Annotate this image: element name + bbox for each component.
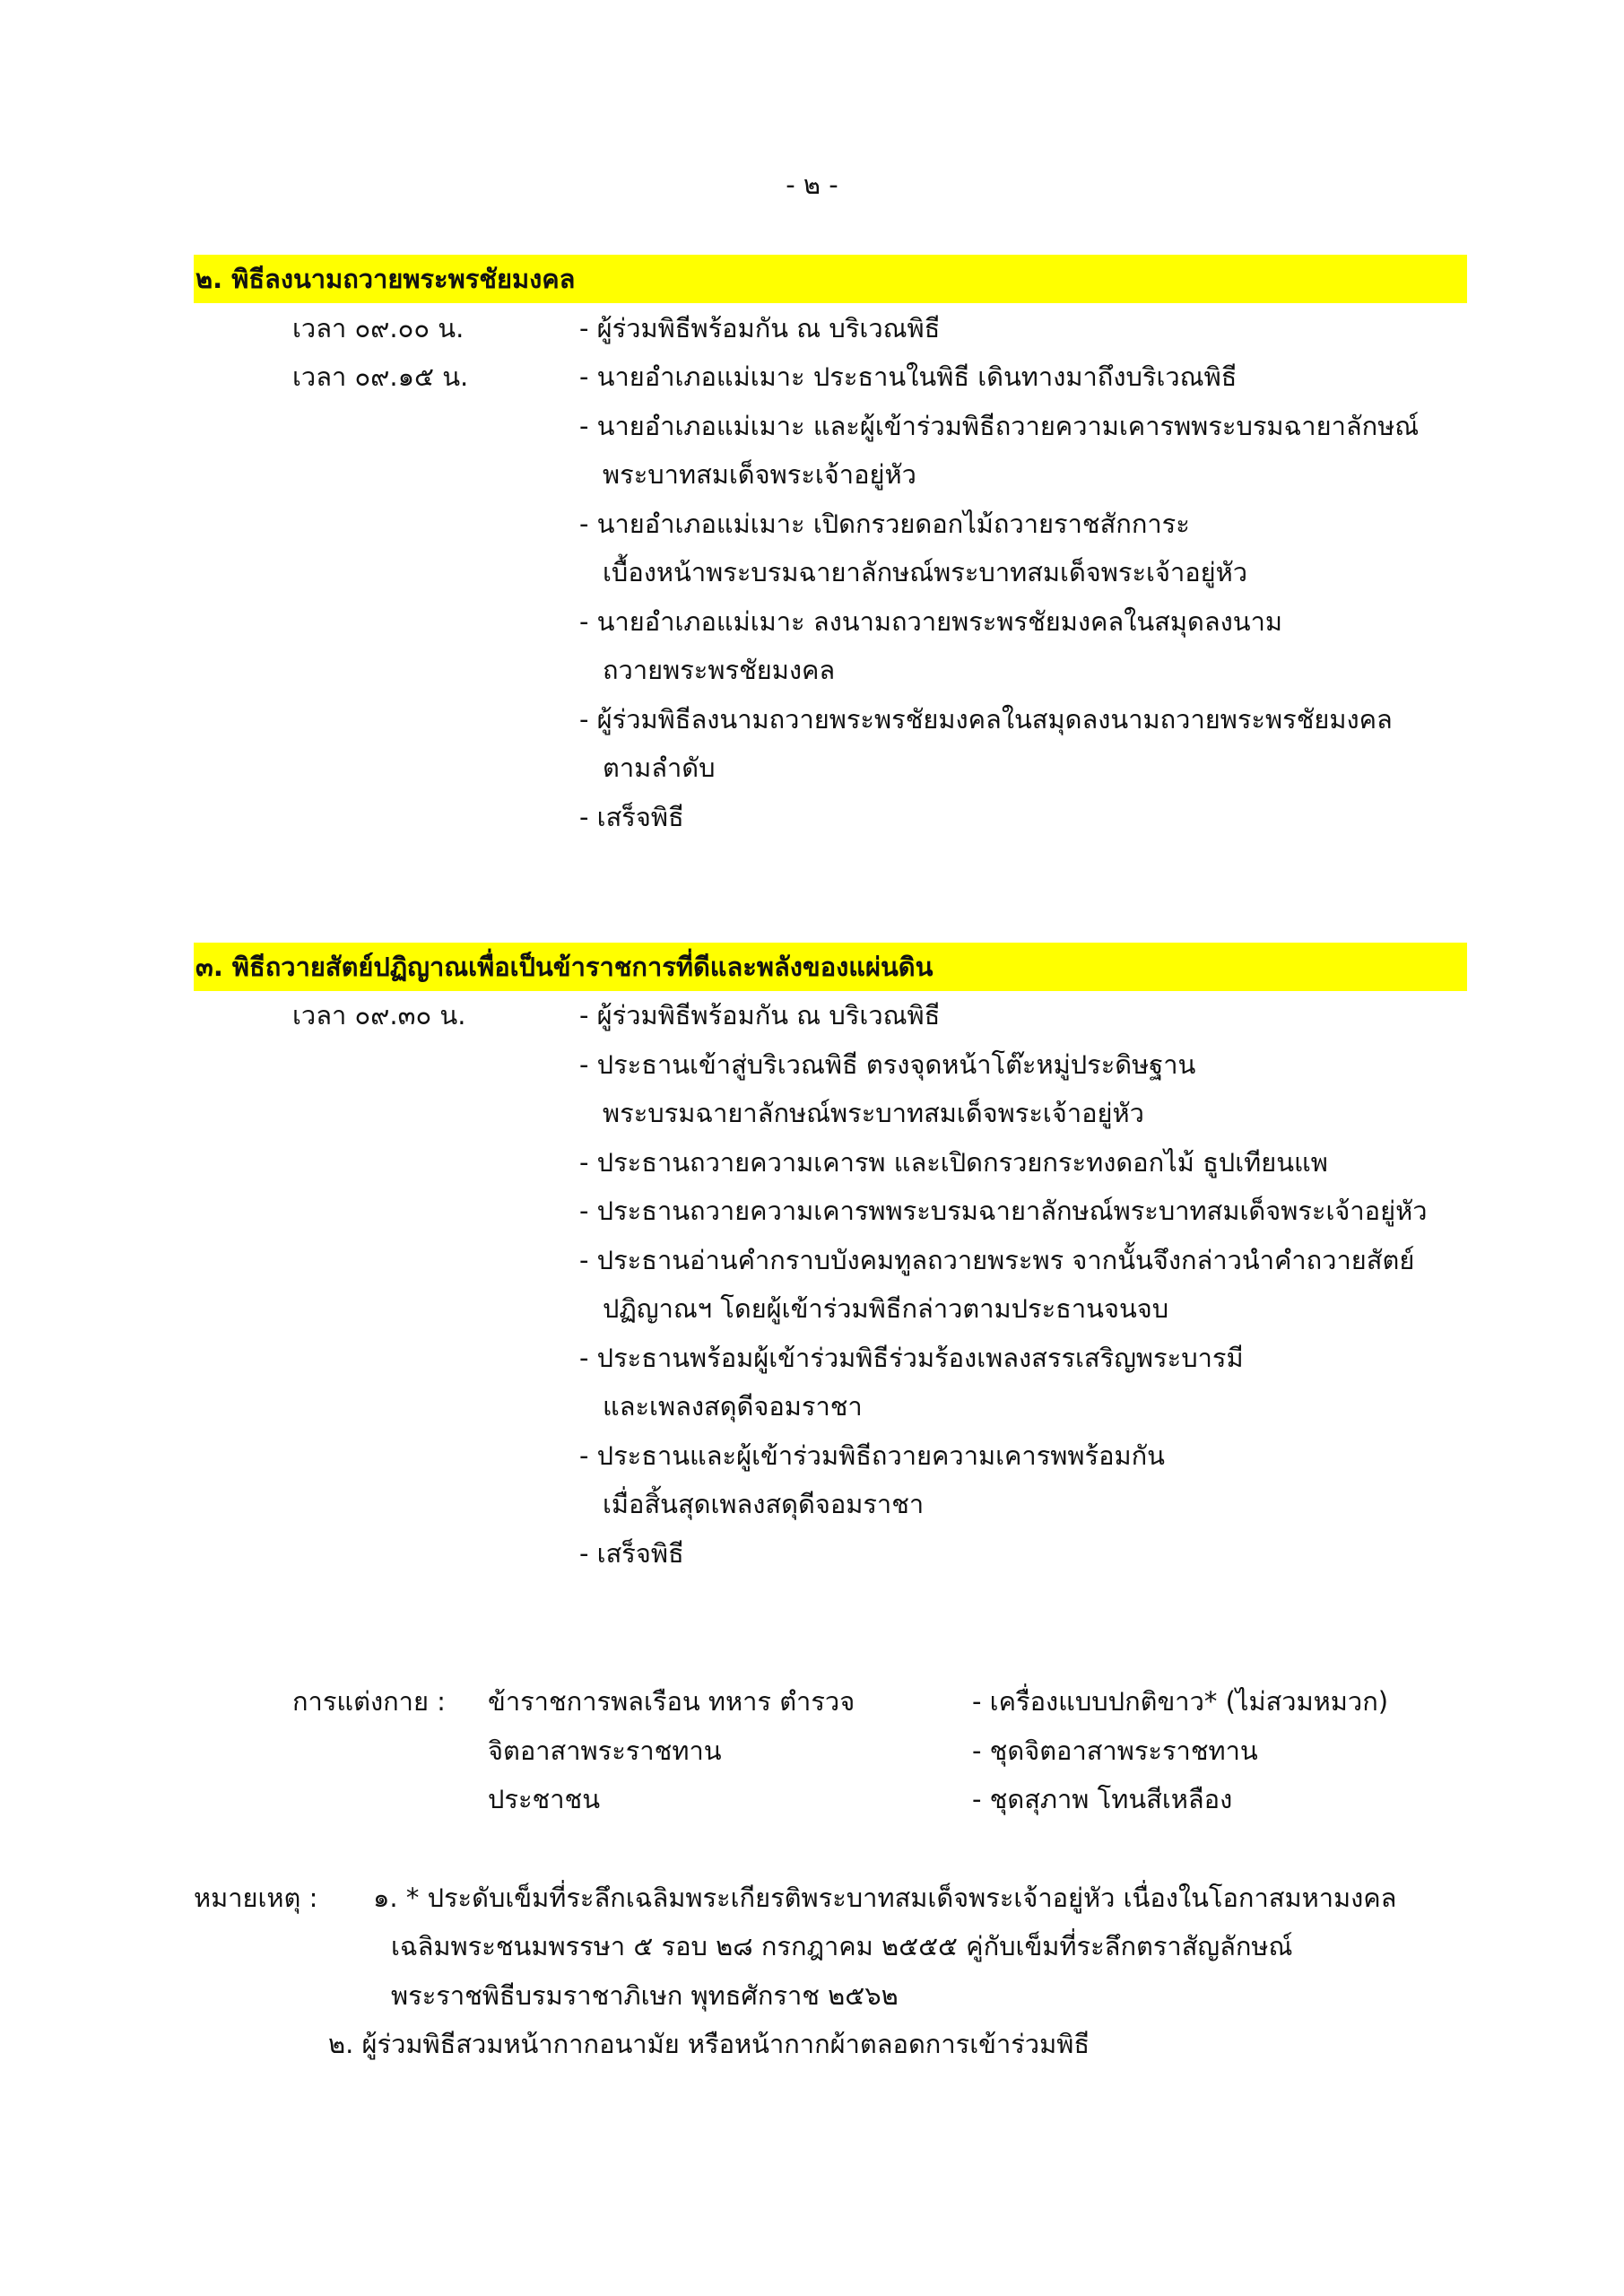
schedule-item: - ประธานถวายความเคารพพระบรมฉายาลักษณ์พระบาทสมเด็จพระเจ้าอยู่หัว: [579, 1196, 1428, 1226]
dress-row: [0, 1775, 1624, 1823]
schedule-row: [0, 646, 1624, 694]
dress-code-label: การแต่งกาย :: [292, 1686, 446, 1717]
schedule-item: - ประธานอ่านคำกราบบังคมทูลถวายพระพร จากนั้นจึงกล่าวนำคำถวายสัตย์: [579, 1245, 1415, 1275]
dress-group: จิตอาสาพระราชทาน: [488, 1735, 722, 1766]
schedule-item-continued: ปฏิญาณฯ โดยผู้เข้าร่วมพิธีกล่าวตามประธานจนจบ: [603, 1293, 1169, 1324]
schedule-item-continued: และเพลงสดุดีจอมราชา: [603, 1391, 863, 1422]
schedule-item-continued: ถวายพระพรชัยมงคล: [603, 655, 836, 685]
schedule-row: [0, 1382, 1624, 1431]
schedule-row: [0, 991, 1624, 1039]
note-1-line: ๑. * ประดับเข็มที่ระลึกเฉลิมพระเกียรติพระบาทสมเด็จพระเจ้าอยู่หัว เนื่องในโอกาสมหามงคล: [373, 1883, 1397, 1913]
schedule-row: [0, 695, 1624, 744]
note-row: [0, 1874, 1624, 1922]
schedule-time: เวลา ๐๙.๐๐ น.: [292, 313, 465, 344]
schedule-item: - นายอำเภอแม่เมาะ เปิดกรวยดอกไม้ถวายราชสักการะ: [579, 509, 1190, 539]
schedule-item-continued: พระบาทสมเด็จพระเจ้าอยู่หัว: [603, 459, 916, 490]
schedule-item: - ประธานถวายความเคารพ และเปิดกรวยกระทงดอกไม้ ธูปเทียนแพ: [579, 1147, 1328, 1178]
schedule-row: [0, 304, 1624, 352]
dress-row: [0, 1726, 1624, 1775]
schedule-row: [0, 500, 1624, 548]
schedule-time: เวลา ๐๙.๓๐ น.: [292, 1000, 466, 1031]
dress-group: ข้าราชการพลเรือน ทหาร ตำรวจ: [488, 1686, 855, 1717]
notes-label: หมายเหตุ :: [194, 1883, 318, 1913]
schedule-item: - นายอำเภอแม่เมาะ และผู้เข้าร่วมพิธีถวายความเคารพพระบรมฉายาลักษณ์: [579, 411, 1420, 441]
section-3-title: ๓. พิธีถวายสัตย์ปฏิญาณเพื่อเป็นข้าราชการที่ดีและพลังของแผ่นดิน: [194, 943, 1467, 991]
schedule-row: [0, 402, 1624, 450]
schedule-item: - ผู้ร่วมพิธีพร้อมกัน ณ บริเวณพิธี: [579, 1000, 941, 1031]
dress-group: ประชาชน: [488, 1784, 601, 1814]
schedule-item: - นายอำเภอแม่เมาะ ลงนามถวายพระพรชัยมงคลในสมุดลงนาม: [579, 606, 1282, 637]
schedule-item: - เสร็จพิธี: [579, 802, 684, 832]
schedule-row: [0, 1236, 1624, 1284]
schedule-row: [0, 744, 1624, 792]
schedule-row: [0, 1529, 1624, 1578]
schedule-row: [0, 548, 1624, 596]
schedule-item: - ประธานและผู้เข้าร่วมพิธีถวายความเคารพพร้อมกัน: [579, 1440, 1165, 1471]
dress-value: - เครื่องแบบปกติขาว* (ไม่สวมหมวก): [972, 1686, 1389, 1717]
note-2: ๒. ผู้ร่วมพิธีสวมหน้ากากอนามัย หรือหน้ากากผ้าตลอดการเข้าร่วมพิธี: [328, 2029, 1090, 2059]
schedule-row: [0, 1187, 1624, 1235]
page-number: - ๒ -: [786, 170, 838, 200]
schedule-item: - นายอำเภอแม่เมาะ ประธานในพิธี เดินทางมาถึงบริเวณพิธี: [579, 361, 1238, 392]
schedule-item: - เสร็จพิธี: [579, 1538, 684, 1569]
dress-value: - ชุดสุภาพ โทนสีเหลือง: [972, 1784, 1233, 1814]
schedule-row: [0, 1284, 1624, 1333]
note-row: [0, 1971, 1624, 2020]
note-row: [0, 1922, 1624, 1970]
schedule-row: [0, 450, 1624, 499]
note-1-line: พระราชพิธีบรมราชาภิเษก พุทธศักราช ๒๕๖๒: [391, 1980, 899, 2011]
schedule-item: - ผู้ร่วมพิธีพร้อมกัน ณ บริเวณพิธี: [579, 313, 941, 344]
schedule-row: [0, 1040, 1624, 1089]
note-1-line: เฉลิมพระชนมพรรษา ๕ รอบ ๒๘ กรกฎาคม ๒๕๕๕ คู่กับเข็มที่ระลึกตราสัญลักษณ์: [391, 1931, 1293, 1961]
schedule-item: - ประธานพร้อมผู้เข้าร่วมพิธีร่วมร้องเพลงสรรเสริญพระบารมี: [579, 1343, 1244, 1373]
schedule-row: [0, 1334, 1624, 1382]
dress-value: - ชุดจิตอาสาพระราชทาน: [972, 1735, 1258, 1766]
schedule-row: [0, 1138, 1624, 1187]
note-row: [0, 2020, 1624, 2068]
schedule-row: [0, 1089, 1624, 1137]
schedule-row: [0, 1480, 1624, 1528]
schedule-row: [0, 793, 1624, 841]
schedule-item-continued: พระบรมฉายาลักษณ์พระบาทสมเด็จพระเจ้าอยู่หัว: [603, 1098, 1144, 1128]
schedule-row: [0, 597, 1624, 646]
schedule-item: - ผู้ร่วมพิธีลงนามถวายพระพรชัยมงคลในสมุดลงนามถวายพระพรชัยมงคล: [579, 704, 1393, 735]
schedule-item-continued: ตามลำดับ: [603, 752, 716, 783]
schedule-item-continued: เบื้องหน้าพระบรมฉายาลักษณ์พระบาทสมเด็จพระเจ้าอยู่หัว: [603, 557, 1248, 587]
schedule-row: [0, 352, 1624, 401]
schedule-time: เวลา ๐๙.๑๕ น.: [292, 361, 469, 392]
dress-row: [0, 1677, 1624, 1726]
schedule-item-continued: เมื่อสิ้นสุดเพลงสดุดีจอมราชา: [603, 1489, 925, 1519]
schedule-item: - ประธานเข้าสู่บริเวณพิธี ตรงจุดหน้าโต๊ะหมู่ประดิษฐาน: [579, 1049, 1196, 1080]
section-2-title: ๒. พิธีลงนามถวายพระพรชัยมงคล: [194, 255, 1467, 303]
schedule-row: [0, 1431, 1624, 1480]
